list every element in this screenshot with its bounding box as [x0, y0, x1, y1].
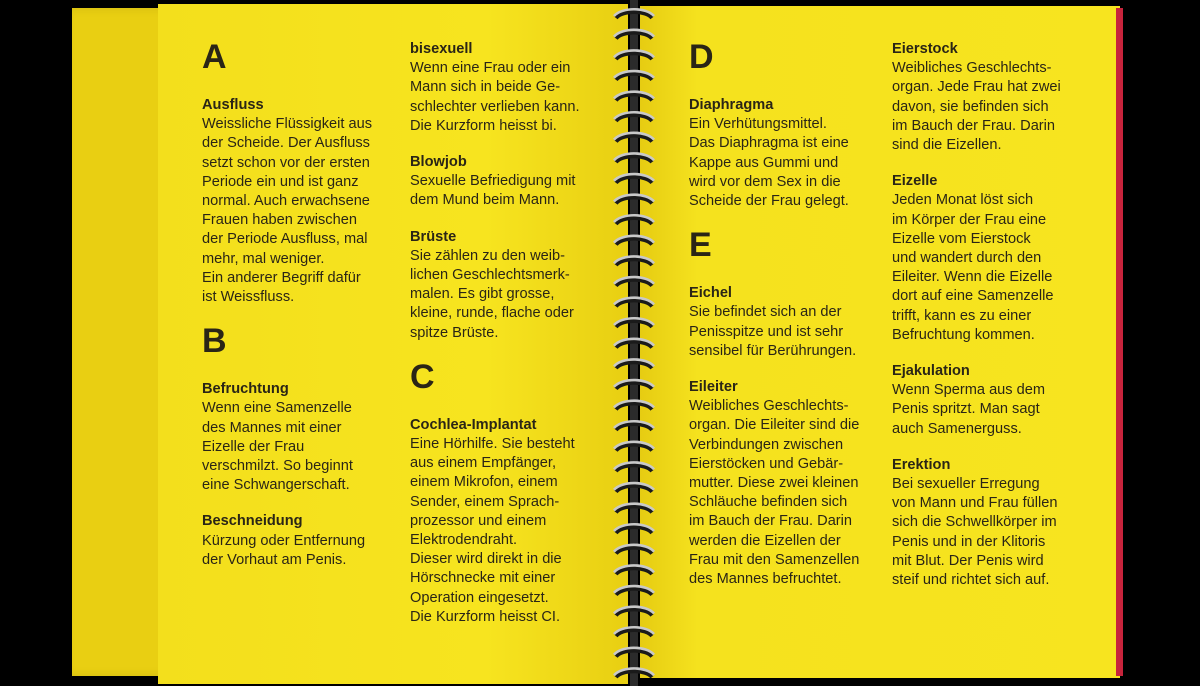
glossary-definition: Bei sexueller Erregung von Mann und Frau füllen sich die Schwellkörper im Penis und in der Klitoris mit Blut. Der Penis wird steif und richtet sich auf.	[892, 476, 1058, 589]
glossary-definition: Sie befindet sich an der Penisspitze und ist sehr sensibel für Berührungen.	[689, 304, 857, 359]
glossary-definition: Wenn eine Frau oder ein Mann sich in beide Ge- schlechter verlieben kann. Die Kurzform heisst bi.	[410, 60, 580, 134]
glossary-term: Ejakulation	[892, 363, 970, 380]
glossary-definition: Kürzung oder Entfernung der Vorhaut am Penis.	[202, 532, 366, 568]
section-letter: E	[689, 226, 712, 265]
glossary-definition: Weissliche Flüssigkeit aus der Scheide. Der Ausfluss setzt schon vor der ersten Periode ein und ist ganz normal. Auch erwachsene Frauen haben zwischen der Periode Ausfluss, mal mehr, mal weniger. Ein anderer Begriff dafür ist Weissfluss.	[202, 116, 373, 306]
glossary-definition: Weibliches Geschlechts- organ. Die Eileiter sind die Verbindungen zwischen Eierstöcken und Gebär- mutter. Diese zwei kleinen Schläuche befinden sich im Bauch der Frau. Darin werden die Eizellen der Frau mit den Samenzellen des Mannes befruchtet.	[689, 398, 860, 588]
red-page-edge	[1116, 8, 1123, 676]
glossary-term: Ausfluss	[202, 97, 264, 113]
glossary-term: Eichel	[689, 285, 732, 302]
glossary-definition: Jeden Monat löst sich im Körper der Frau eine Eizelle vom Eierstock und wandert durch den Eileiter. Wenn die Eizelle dort auf eine Samenzelle trifft, kann es zu einer Befruchtung kommen.	[892, 192, 1054, 343]
section-letter: D	[689, 38, 714, 76]
section-letter: A	[202, 38, 227, 76]
section-letter: B	[202, 322, 227, 361]
glossary-term: Eizelle	[892, 173, 938, 190]
glossary-term: Erektion	[892, 456, 951, 473]
glossary-term: Diaphragma	[689, 97, 774, 113]
glossary-definition: Ein Verhütungsmittel. Das Diaphragma ist eine Kappe aus Gummi und wird vor dem Sex in die Scheide der Frau gelegt.	[689, 116, 849, 210]
glossary-definition: Wenn eine Samenzelle des Mannes mit einer Eizelle der Frau verschmilzt. So beginnt eine Schwangerschaft.	[202, 400, 353, 494]
glossary-term: Cochlea-Implantat	[410, 416, 537, 433]
glossary-term: Blowjob	[410, 154, 467, 171]
glossary-definition: Sexuelle Befriedigung mit dem Mund beim Mann.	[410, 173, 576, 209]
glossary-column-2	[410, 40, 610, 644]
glossary-column-1	[202, 40, 402, 587]
glossary-term: bisexuell	[410, 41, 473, 57]
section-letter: C	[410, 357, 435, 396]
glossary-term: Befruchtung	[202, 381, 289, 398]
glossary-definition: Wenn Sperma aus dem Penis spritzt. Man sagt auch Samenerguss.	[892, 382, 1046, 437]
glossary-term: Brüste	[410, 228, 457, 245]
glossary-column-4	[892, 40, 1082, 607]
glossary-definition: Weibliches Geschlechts- organ. Jede Frau hat zwei davon, sie befinden sich im Bauch der Frau. Darin sind die Eizellen.	[892, 60, 1061, 154]
glossary-term: Eileiter	[689, 379, 738, 396]
glossary-term: Beschneidung	[202, 513, 303, 530]
glossary-definition: Sie zählen zu den weib- lichen Geschlechtsmerk- malen. Es gibt grosse, kleine, runde, flache oder spitze Brüste.	[410, 247, 574, 341]
glossary-term: Eierstock	[892, 41, 958, 57]
glossary-definition: Eine Hörhilfe. Sie besteht aus einem Empfänger, einem Mikrofon, einem Sender, einem Sprach- prozessor und einem Elektrodendraht. Dieser wird direkt in die Hörschnecke mit einer Operation eingesetzt. Die Kurzform heisst CI.	[410, 436, 575, 625]
spiral-binding	[608, 0, 660, 686]
glossary-column-3	[689, 40, 879, 606]
